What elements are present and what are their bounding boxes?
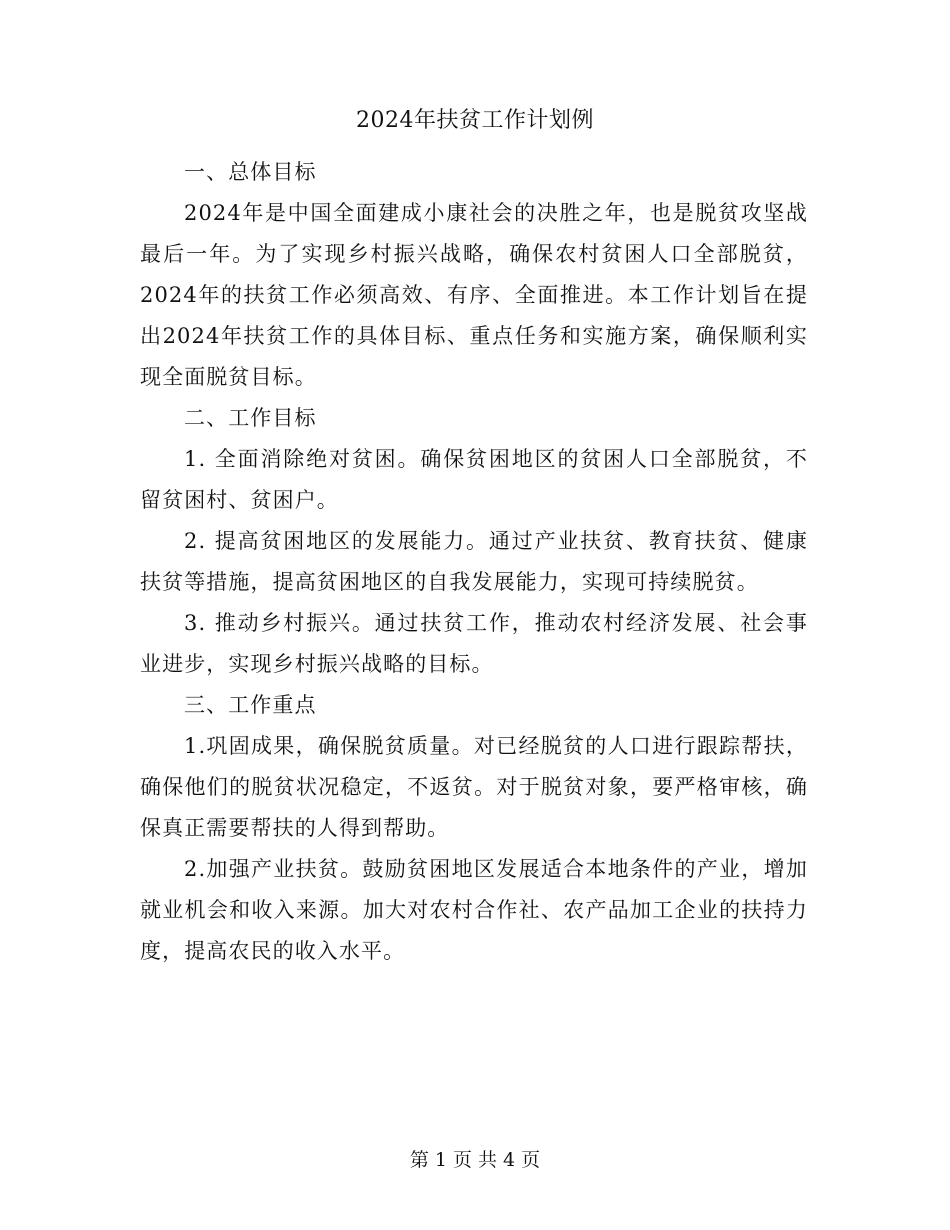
footer-total-pages: 4 — [503, 1149, 516, 1171]
work-priority-item-2: 2.加强产业扶贫。鼓励贫困地区发展适合本地条件的产业，增加就业机会和收入来源。加大对农村合作社、农产品加工企业的扶持力度，提高农民的收入水平。 — [140, 857, 808, 963]
section-heading-work-priorities: 三、工作重点 — [184, 693, 317, 717]
section-heading-overall-goal: 一、总体目标 — [184, 160, 317, 184]
footer-total-word: 共 — [478, 1149, 498, 1171]
page-footer — [0, 1146, 950, 1174]
work-goal-item-2: 2. 提高贫困地区的发展能力。通过产业扶贫、教育扶贫、健康扶贫等措施，提高贫困地区的自我发展能力，实现可持续脱贫。 — [140, 529, 808, 594]
work-goal-item-3: 3. 推动乡村振兴。通过扶贫工作，推动农村经济发展、社会事业进步，实现乡村振兴战略的目标。 — [140, 611, 808, 676]
overall-goal-paragraph: 2024年是中国全面建成小康社会的决胜之年，也是脱贫攻坚战最后一年。为了实现乡村振兴战略，确保农村贫困人口全部脱贫，2024年的扶贫工作必须高效、有序、全面推进。本工作计划旨在提出2024年扶贫工作的具体目标、重点任务和实施方案，确保顺利实现全面脱贫目标。 — [140, 201, 808, 389]
footer-current-page: 1 — [434, 1149, 447, 1171]
work-priority-item-1: 1.巩固成果，确保脱贫质量。对已经脱贫的人口进行跟踪帮扶，确保他们的脱贫状况稳定，不返贫。对于脱贫对象，要严格审核，确保真正需要帮扶的人得到帮助。 — [140, 734, 808, 840]
work-goal-item-1: 1. 全面消除绝对贫困。确保贫困地区的贫困人口全部脱贫，不留贫困村、贫困户。 — [140, 447, 808, 512]
section-heading-work-goals: 二、工作目标 — [184, 406, 317, 430]
document-body — [140, 152, 808, 972]
footer-page-word: 页 — [452, 1149, 472, 1171]
footer-suffix: 页 — [521, 1149, 541, 1171]
footer-prefix: 第 — [409, 1149, 429, 1171]
document-title: 2024年扶贫工作计划例 — [356, 108, 594, 133]
